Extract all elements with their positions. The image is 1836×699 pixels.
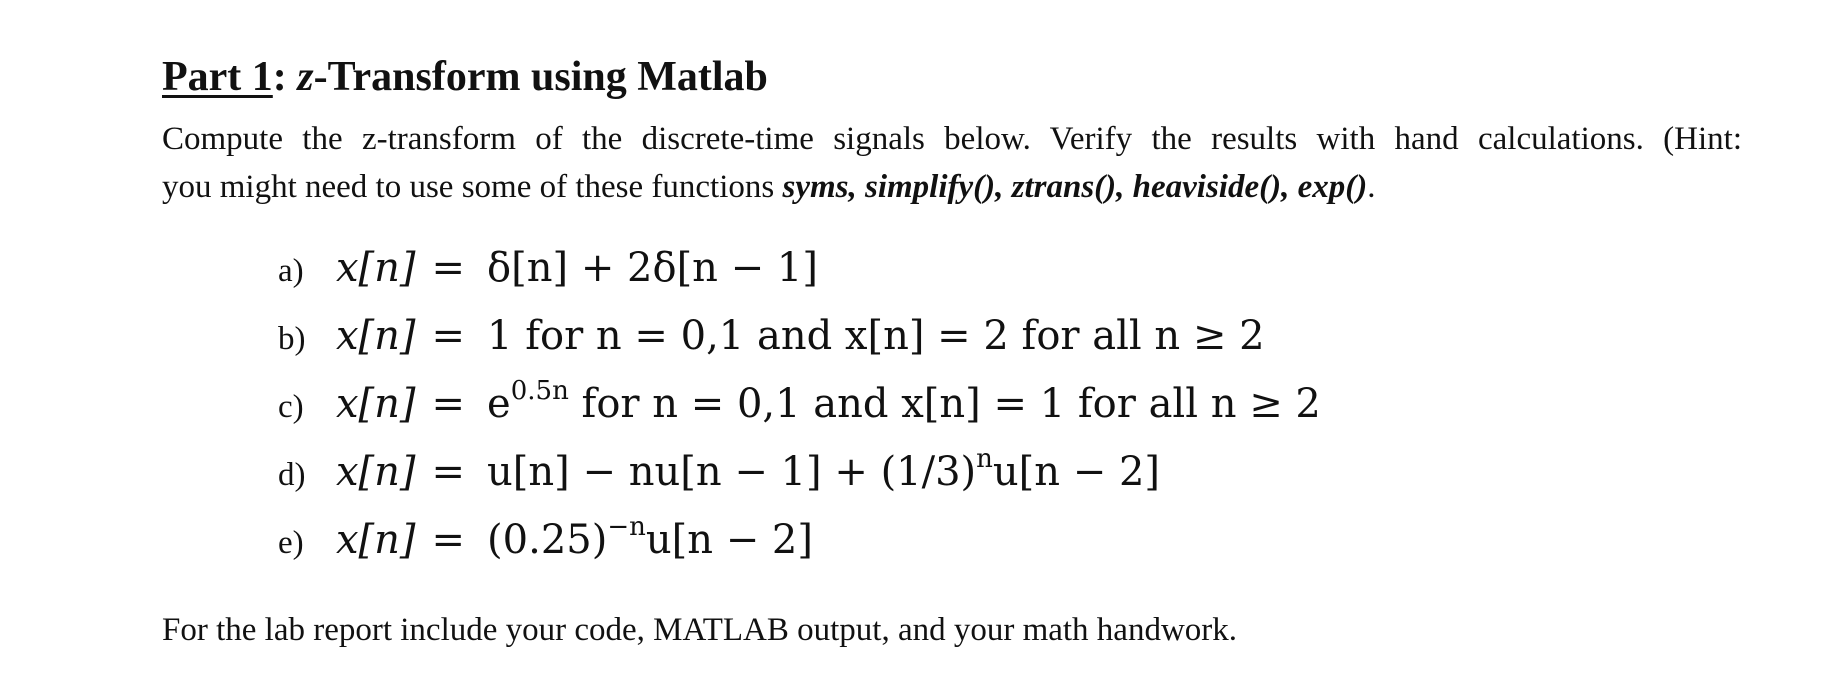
equation-rhs-part-a: (0.25) [487,517,608,563]
exponent: −n [607,512,646,542]
equation-rhs-part-b: u[n − 2] [645,517,813,563]
heading-part-label: Part 1 [162,54,273,100]
intro-line-2 [162,163,1742,211]
exp-base: e [487,381,511,427]
equation-label: e) [278,525,304,561]
equation-math [336,512,813,563]
equation-rhs [487,376,1321,427]
equation-label: d) [278,457,306,493]
equation-item-c [278,376,1321,449]
exponent: 0.5n [510,376,569,406]
equation-list [278,245,1321,585]
equation-item-b [278,313,1321,381]
equation-item-e [278,512,1321,585]
equation-math [336,245,818,291]
equation-rhs: 1 for n = 0,1 and x[n] = 2 for all n ≥ 2 [487,313,1265,359]
equation-item-d [278,444,1321,517]
equation-lhs: x[n] [336,313,416,359]
function-list: syms, simplify(), ztrans(), heaviside(), exp() [782,169,1368,205]
equation-math [336,444,1161,495]
intro-line-2-prefix: you might need to use some of these functions [162,169,783,205]
equation-rhs [487,512,813,563]
equals-sign: = [431,313,466,359]
equation-rhs [487,444,1161,495]
equation-math [336,313,1265,359]
heading-colon: : [272,54,298,100]
equation-lhs: x[n] [336,517,416,563]
equation-rhs-part-b: u[n − 2] [992,449,1161,495]
equation-rhs-part-a: u[n] − nu[n − 1] + (1/3) [487,449,977,495]
intro-line-1: Compute the z-transform of the discrete-time signals below. Verify the results with hand calculations. (Hint: [162,121,1742,157]
equals-sign: = [431,449,466,495]
footer-instruction: For the lab report include your code, MATLAB output, and your math handwork. [162,612,1238,648]
equation-label: c) [278,389,304,425]
equation-label: b) [278,321,306,357]
intro-paragraph [162,115,1742,211]
section-heading [162,52,768,102]
equation-rhs-rest: for n = 0,1 and x[n] = 1 for all n ≥ 2 [568,381,1321,427]
equals-sign: = [431,517,466,563]
equation-label: a) [278,253,304,289]
intro-line-2-suffix: . [1367,169,1376,205]
heading-title-rest: -Transform using Matlab [313,54,768,100]
equation-rhs: δ[n] + 2δ[n − 1] [487,245,818,291]
equation-lhs: x[n] [336,449,416,495]
heading-z-variable: z [297,54,314,100]
equation-lhs: x[n] [336,381,416,427]
equation-math [336,376,1321,427]
equals-sign: = [431,245,466,291]
equation-item-a [278,245,1321,313]
equation-lhs: x[n] [336,245,416,291]
exponent: n [976,444,993,474]
equals-sign: = [431,381,466,427]
